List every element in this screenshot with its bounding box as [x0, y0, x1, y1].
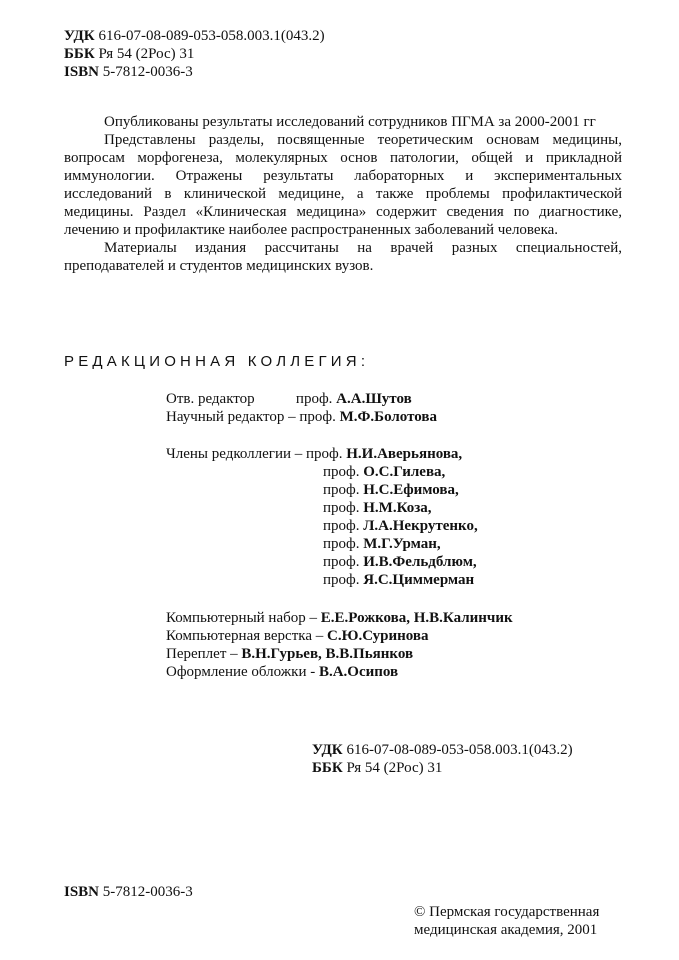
member-name: Я.С.Циммерман: [363, 572, 475, 588]
prof-label: проф.: [323, 554, 364, 570]
member-name: Н.М.Коза,: [363, 500, 432, 516]
prof-label: проф.: [323, 500, 364, 516]
copyright: [414, 903, 599, 939]
editor-row: [166, 390, 626, 408]
member-row: [166, 553, 626, 571]
credit-role: Компьютерная верстка –: [166, 628, 327, 644]
bbk-value: Ря 54 (2Рос) 31: [342, 760, 443, 776]
spacer: [166, 426, 626, 445]
editor-name: А.А.Шутов: [336, 391, 412, 407]
member-row: [166, 571, 626, 589]
prof-label: проф.: [323, 464, 364, 480]
bbk-label: ББК: [64, 46, 95, 62]
annotation-paragraph-2: Представлены разделы, посвященные теоретическим основам медицины, вопросам морфогенеза, молекулярных основ патологии, общей и прикладной иммунологии. Отражены результаты лабораторных и экспериментальных исследований в клинической медицине, а также проблемы профилактической медицины. Раздел «Клиническая медицина» содержит сведения по диагностике, лечению и профилактике наиболее распространенных заболеваний человека.: [64, 132, 622, 238]
member-row: [166, 517, 626, 535]
isbn-label: ISBN: [64, 884, 100, 900]
udk-value: 616-07-08-089-053-058.003.1(043.2): [94, 28, 325, 44]
sci-editor-row: [166, 408, 626, 426]
credit-role: Оформление обложки -: [166, 664, 319, 680]
udk-label: УДК: [312, 742, 343, 758]
credit-names: В.А.Осипов: [318, 664, 399, 680]
credit-row-typing: [166, 609, 626, 627]
member-name: И.В.Фельдблюм,: [363, 554, 477, 570]
credit-names: В.Н.Гурьев, В.В.Пьянков: [241, 646, 414, 662]
isbn-line: [64, 63, 325, 81]
bottom-classification-codes: [312, 741, 573, 777]
prof-label: проф.: [323, 482, 364, 498]
prof-label: проф.: [323, 572, 364, 588]
credit-role: Переплет –: [166, 646, 242, 662]
isbn-label: ISBN: [64, 64, 100, 80]
member-name: Н.И.Аверьянова,: [346, 446, 463, 462]
credit-row-cover: [166, 663, 626, 681]
credit-role: Компьютерный набор –: [166, 610, 321, 626]
member-row: [166, 535, 626, 553]
credit-row-layout: [166, 627, 626, 645]
sci-editor-name: М.Ф.Болотова: [339, 409, 437, 425]
prof-label: проф.: [323, 518, 364, 534]
bbk-value: Ря 54 (2Рос) 31: [94, 46, 195, 62]
credit-row-binding: [166, 645, 626, 663]
annotation-paragraph-1: Опубликованы результаты исследований сотрудников ПГМА за 2000-2001 гг: [104, 114, 596, 130]
isbn-value: 5-7812-0036-3: [99, 884, 193, 900]
sci-editor-role: Научный редактор – проф.: [166, 409, 340, 425]
editorial-board-heading: РЕДАКЦИОННАЯ КОЛЛЕГИЯ:: [64, 353, 370, 370]
udk-label: УДК: [64, 28, 95, 44]
copyright-line-1: © Пермская государственная: [414, 904, 600, 920]
member-row: [166, 499, 626, 517]
credit-names: С.Ю.Суринова: [326, 628, 429, 644]
isbn-value: 5-7812-0036-3: [99, 64, 193, 80]
bottom-isbn: [64, 883, 193, 901]
member-row: [166, 463, 626, 481]
member-row: [166, 481, 626, 499]
udk-line: [64, 27, 325, 45]
member-row: [166, 445, 626, 463]
bbk-line: [312, 759, 573, 777]
bbk-label: ББК: [312, 760, 343, 776]
editorial-board: [166, 390, 626, 681]
member-name: О.С.Гилева,: [363, 464, 446, 480]
annotation: [64, 113, 622, 275]
member-name: Л.А.Некрутенко,: [363, 518, 478, 534]
members-role: Члены редколлегии – проф.: [166, 446, 347, 462]
bbk-line: [64, 45, 325, 63]
top-classification-codes: [64, 27, 325, 81]
spacer: [166, 589, 626, 609]
credit-names: Е.Е.Рожкова, Н.В.Калинчик: [320, 610, 513, 626]
udk-value: 616-07-08-089-053-058.003.1(043.2): [342, 742, 573, 758]
prof-label: проф.: [323, 536, 364, 552]
copyright-line-2: медицинская академия, 2001: [414, 922, 598, 938]
annotation-paragraph-3: Материалы издания рассчитаны на врачей разных специальностей, преподавателей и студентов медицинских вузов.: [64, 240, 622, 274]
udk-line: [312, 741, 573, 759]
editor-role: Отв. редактор проф.: [166, 391, 337, 407]
member-name: М.Г.Урман,: [363, 536, 441, 552]
member-name: Н.С.Ефимова,: [363, 482, 459, 498]
